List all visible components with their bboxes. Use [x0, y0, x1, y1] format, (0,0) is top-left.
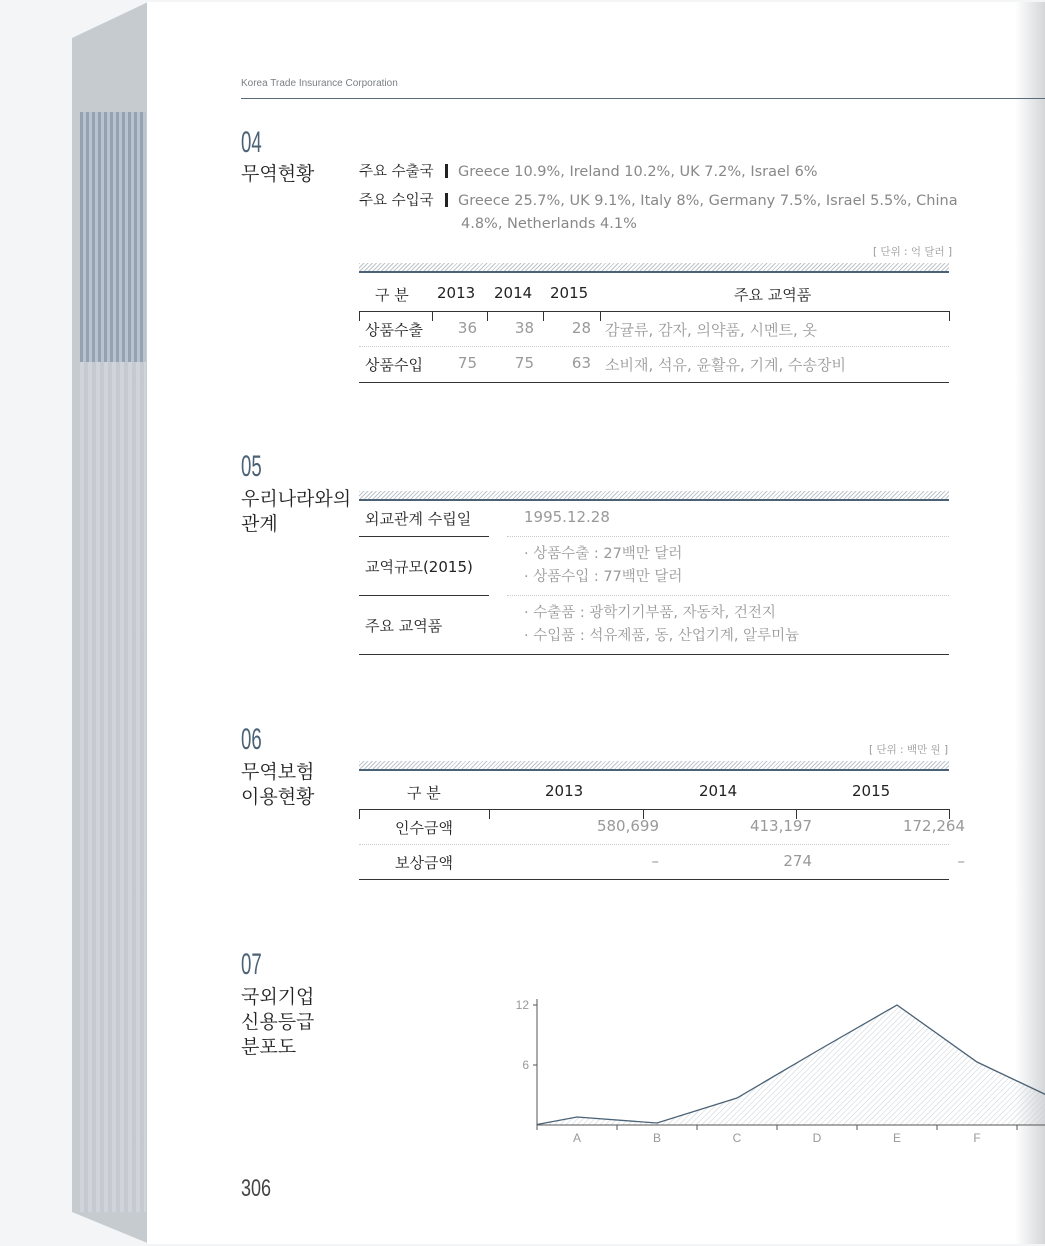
cell-2013: –: [651, 852, 659, 870]
table-bottom-border: [359, 382, 949, 383]
col-header-2013: 2013: [437, 284, 476, 302]
cell-items: 소비재, 석유, 윤활유, 기계, 수송장비: [605, 356, 847, 374]
col-header-category: 구 분: [375, 286, 409, 304]
cell-2013: 580,699: [596, 817, 659, 835]
x-tick-label: A: [572, 1131, 582, 1145]
cell-2014: 413,197: [749, 817, 812, 835]
page-number: 306: [241, 1175, 272, 1202]
chart-area-fill: [537, 1005, 1045, 1125]
import-value-line2: 4.8%, Netherlands 4.1%: [461, 216, 637, 232]
col-header-2014: 2014: [494, 284, 533, 302]
main-items-values: [524, 602, 799, 648]
cell-2014: 75: [514, 354, 534, 372]
col-header-2015: 2015: [852, 782, 891, 800]
cell-2015: –: [957, 852, 965, 870]
col-header-items: 주요 교역품: [734, 286, 812, 304]
label-col-divider: [359, 595, 489, 596]
section-04-title: 무역현황: [241, 163, 315, 185]
cell-2014: 274: [783, 852, 812, 870]
x-tick-label: F: [973, 1131, 981, 1145]
page-fold-shadow: [1015, 2, 1045, 1244]
section-06-number: 06: [241, 723, 262, 756]
cell-2014: 38: [514, 319, 534, 337]
import-items-line: · 수입품 : 석유제품, 동, 산업기계, 알루미늄: [524, 628, 800, 644]
import-value-line1: Greece 25.7%, UK 9.1%, Italy 8%, Germany 7.5%, Israel 5.5%, China: [458, 193, 958, 209]
cell-items: 감귤류, 감자, 의약품, 시멘트, 옷: [605, 321, 818, 339]
y-tick-label: 12: [515, 998, 529, 1012]
trade-scale-values: [524, 543, 682, 589]
row-divider: [507, 536, 949, 537]
cell-2015: 172,264: [902, 817, 965, 835]
trade-scale-label: 교역규모(2015): [365, 558, 473, 576]
section-05-number: 05: [241, 450, 262, 483]
section-04-number: 04: [241, 126, 262, 159]
cell-2013: 75: [457, 354, 477, 372]
s06-unit-note: [ 단위 : 백만 원 ]: [869, 744, 949, 756]
col-header-2015: 2015: [550, 284, 589, 302]
cell-2015: 63: [571, 354, 591, 372]
label-separator: [445, 193, 448, 207]
s05-table-top-border: [359, 491, 949, 501]
relation-value: 1995.12.28: [524, 508, 610, 526]
export-label: 주요 수출국: [359, 164, 434, 180]
row-label: 인수금액: [395, 819, 453, 837]
col-header-2014: 2014: [699, 782, 738, 800]
x-tick-label: C: [732, 1131, 742, 1145]
document-page: [147, 2, 1045, 1244]
running-header: Korea Trade Insurance Corporation: [241, 78, 398, 89]
section-07-title: 국외기업 신용등급 분포도: [241, 986, 315, 1058]
s06-table-header: [359, 778, 949, 808]
col-header-category: 구 분: [407, 784, 441, 802]
x-tick-label: E: [892, 1131, 902, 1145]
s04-table-header: [359, 280, 949, 310]
main-items-label: 주요 교역품: [365, 617, 443, 635]
row-divider: [359, 844, 949, 845]
table-bottom-border: [359, 879, 949, 880]
cell-2015: 28: [571, 319, 591, 337]
page-edge-lines: [80, 112, 146, 362]
table-row: [359, 350, 949, 380]
s04-table-top-border: [359, 263, 949, 273]
header-underline: [359, 809, 949, 810]
main-export-row: [359, 161, 959, 184]
x-tick-label: B: [652, 1131, 662, 1145]
import-label: 주요 수입국: [359, 193, 434, 209]
col-header-2013: 2013: [545, 782, 584, 800]
table-bottom-border: [359, 654, 949, 655]
section-06-title: 무역보험 이용현황: [241, 761, 315, 808]
table-row: [359, 848, 965, 878]
trade-import-line: · 상품수입 : 77백만 달러: [524, 569, 683, 585]
header-rule: [241, 98, 1045, 99]
section-07-number: 07: [241, 948, 262, 981]
row-divider: [507, 595, 949, 596]
s06-table-top-border: [359, 761, 949, 771]
s04-unit-note: [ 단위 : 억 달러 ]: [873, 246, 953, 258]
relation-label: 외교관계 수립일: [365, 510, 472, 528]
label-separator: [445, 164, 448, 178]
label-col-divider: [359, 536, 489, 537]
header-underline: [359, 311, 949, 312]
section-05-title: 우리나라와의 관계: [241, 488, 352, 535]
table-row: [359, 813, 965, 843]
page-edge-lines-lower: [80, 362, 146, 1212]
y-tick-label: 6: [522, 1058, 529, 1072]
credit-rating-chart: [347, 987, 981, 1147]
row-label: 보상금액: [395, 854, 453, 872]
x-tick-label: D: [812, 1131, 822, 1145]
export-value: Greece 10.9%, Ireland 10.2%, UK 7.2%, Israel 6%: [458, 164, 818, 180]
export-items-line: · 수출품 : 광학기기부품, 자동차, 건전지: [524, 605, 776, 621]
row-divider: [359, 346, 949, 347]
table-row: [359, 315, 949, 345]
main-import-row: [359, 190, 959, 213]
row-label: 상품수입: [365, 356, 423, 374]
row-label: 상품수출: [365, 321, 423, 339]
trade-export-line: · 상품수출 : 27백만 달러: [524, 546, 683, 562]
cell-2013: 36: [457, 319, 477, 337]
book-page-edges: [72, 2, 150, 1244]
